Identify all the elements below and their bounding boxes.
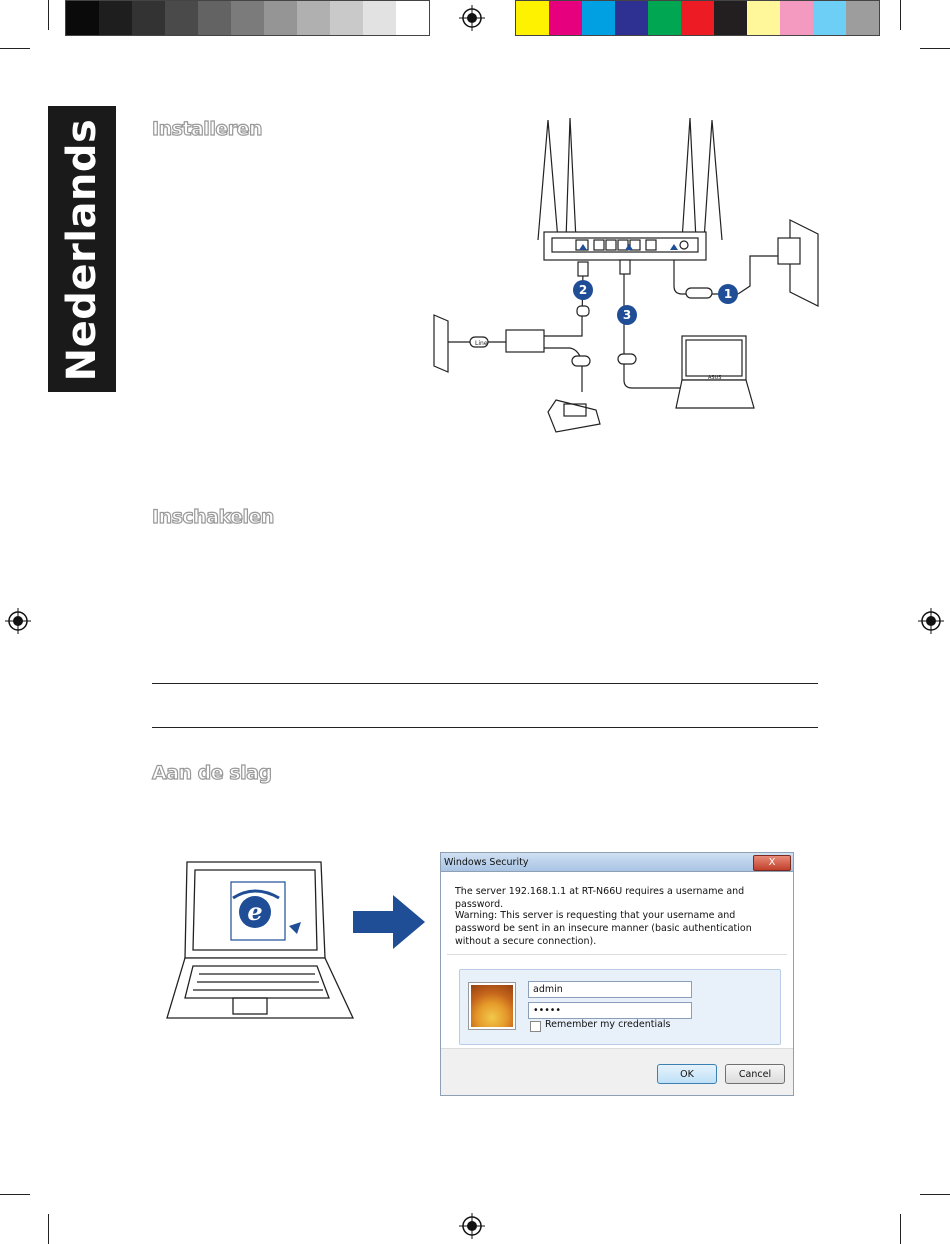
step-badges: [573, 280, 738, 325]
color-swatch: [516, 1, 549, 35]
heading-getting-started: Aan de slag: [152, 762, 272, 784]
registration-mark-bottom-icon: [459, 1213, 485, 1239]
dialog-separator: [447, 954, 787, 955]
color-swatch: [165, 1, 198, 35]
crop-mark: [48, 0, 49, 30]
heading-power-on: Inschakelen: [152, 506, 274, 528]
registration-mark-left-icon: [5, 608, 31, 634]
color-swatch: [66, 1, 99, 35]
divider: [152, 727, 818, 728]
color-swatch: [396, 1, 429, 35]
user-avatar: [468, 982, 516, 1030]
dialog-footer: [441, 1048, 793, 1095]
color-swatch: [846, 1, 879, 35]
arrow-right-icon: [353, 895, 425, 949]
color-swatch: [132, 1, 165, 35]
color-swatch: [747, 1, 780, 35]
crop-mark: [900, 0, 901, 30]
color-swatch: [549, 1, 582, 35]
grayscale-swatch-bar: [65, 0, 430, 36]
color-swatch: [297, 1, 330, 35]
windows-security-dialog: [440, 852, 794, 1096]
cancel-button[interactable]: Cancel: [725, 1064, 785, 1084]
language-tab-label: Nederlands: [59, 118, 105, 382]
dialog-message: The server 192.168.1.1 at RT-N66U requires a username and password.: [455, 886, 745, 910]
ok-button[interactable]: OK: [657, 1064, 717, 1084]
crop-mark: [900, 1214, 901, 1244]
color-swatch-bar: [515, 0, 880, 36]
color-swatch: [681, 1, 714, 35]
step-1-label: 1: [723, 287, 733, 301]
color-swatch: [648, 1, 681, 35]
laptop-brand-label: ASUS: [708, 375, 722, 381]
crop-mark: [48, 1214, 49, 1244]
color-swatch: [264, 1, 297, 35]
dialog-warning: Warning: This server is requesting that your username and password be sent in an insecure manner (basic authentication without a secure connection).: [455, 910, 752, 947]
laptop-browser-illustration: [165, 858, 360, 1030]
crop-mark: [0, 1194, 30, 1195]
color-swatch: [780, 1, 813, 35]
crop-mark: [920, 48, 950, 49]
step-2-label: 2: [578, 283, 588, 297]
username-field[interactable]: admin: [528, 981, 692, 998]
router-connection-diagram: [420, 110, 830, 440]
remember-credentials-checkbox[interactable]: [530, 1021, 541, 1032]
color-swatch: [198, 1, 231, 35]
crop-mark: [920, 1194, 950, 1195]
color-swatch: [582, 1, 615, 35]
close-button[interactable]: X: [753, 855, 791, 871]
dialog-titlebar: [441, 853, 793, 872]
color-swatch: [330, 1, 363, 35]
credentials-panel: [459, 969, 781, 1045]
splitter-label: Line: [475, 340, 488, 347]
color-swatch: [231, 1, 264, 35]
step-3-label: 3: [622, 308, 632, 322]
heading-install: Installeren: [152, 118, 263, 140]
crop-mark: [0, 48, 30, 49]
dialog-title: Windows Security: [444, 856, 529, 868]
registration-mark-top-icon: [459, 5, 485, 31]
color-swatch: [813, 1, 846, 35]
color-swatch: [615, 1, 648, 35]
remember-credentials-label: Remember my credentials: [545, 1019, 671, 1030]
divider: [152, 683, 818, 684]
registration-mark-right-icon: [918, 608, 944, 634]
color-swatch: [363, 1, 396, 35]
color-swatch: [714, 1, 747, 35]
password-field[interactable]: •••••: [528, 1002, 692, 1019]
color-swatch: [99, 1, 132, 35]
svg-text:e: e: [247, 897, 263, 926]
